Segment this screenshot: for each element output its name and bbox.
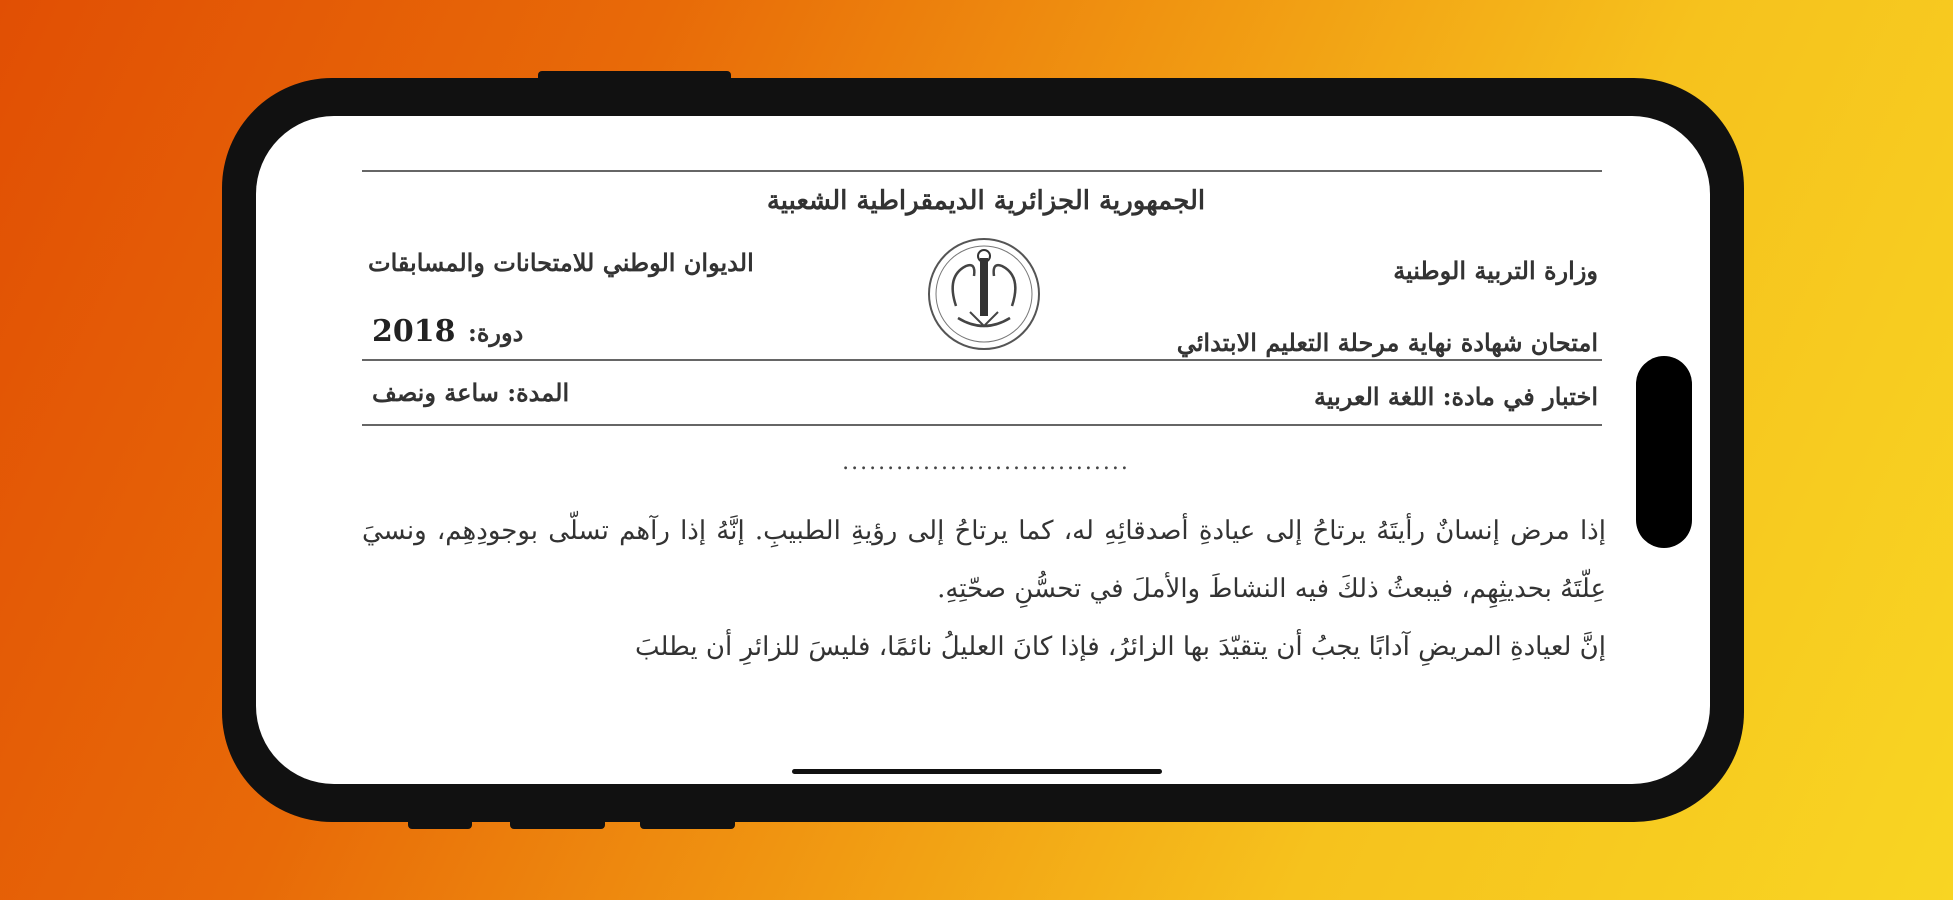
header-bottom-rule (362, 424, 1602, 426)
text-paragraph-1: إذا مرض إنسانٌ رأيتَهُ يرتاحُ إلى عيادةِ أصدقائِهِ له، كما يرتاحُ إلى رؤيةِ الطبيبِ. إنَّهُ إذا رآهم تسلّى بوجودِهِم، ونسيَ عِلّتَهُ بحديثِهِم، فيبعثُ ذلكَ فيه النشاطَ والأملَ في تحسُّنِ صحّتِهِ. (362, 516, 1606, 604)
text-paragraph-2: إنَّ لعيادةِ المريضِ آدابًا يجبُ أن يتقيّدَ بها الزائرُ، فإذا كانَ العليلُ نائمًا، فليسَ للزائرِ أن يطلبَ (634, 632, 1606, 662)
phone-frame (222, 78, 1744, 822)
session-year: 2018 (372, 314, 456, 349)
session-label: دورة: (468, 318, 524, 347)
duration-label: المدة: ساعة ونصف (372, 378, 570, 407)
exam-office-name: الديوان الوطني للامتحانات والمسابقات (368, 248, 754, 277)
exam-title: امتحان شهادة نهاية مرحلة التعليم الابتدائي (1176, 328, 1598, 357)
subject-label: اختبار في مادة: اللغة العربية (1313, 382, 1598, 411)
header-top-rule (362, 170, 1602, 172)
ministry-name: وزارة التربية الوطنية (1393, 256, 1598, 285)
exam-document (256, 116, 1710, 784)
header-middle-rule (362, 359, 1602, 361)
camera-island (1636, 356, 1692, 548)
home-indicator[interactable] (792, 769, 1162, 774)
national-emblem-seal (926, 236, 1042, 352)
republic-title: الجمهورية الجزائرية الديمقراطية الشعبية (766, 186, 1206, 216)
phone-screen (256, 116, 1710, 784)
title-placeholder-dots: ................................ (842, 450, 1130, 475)
